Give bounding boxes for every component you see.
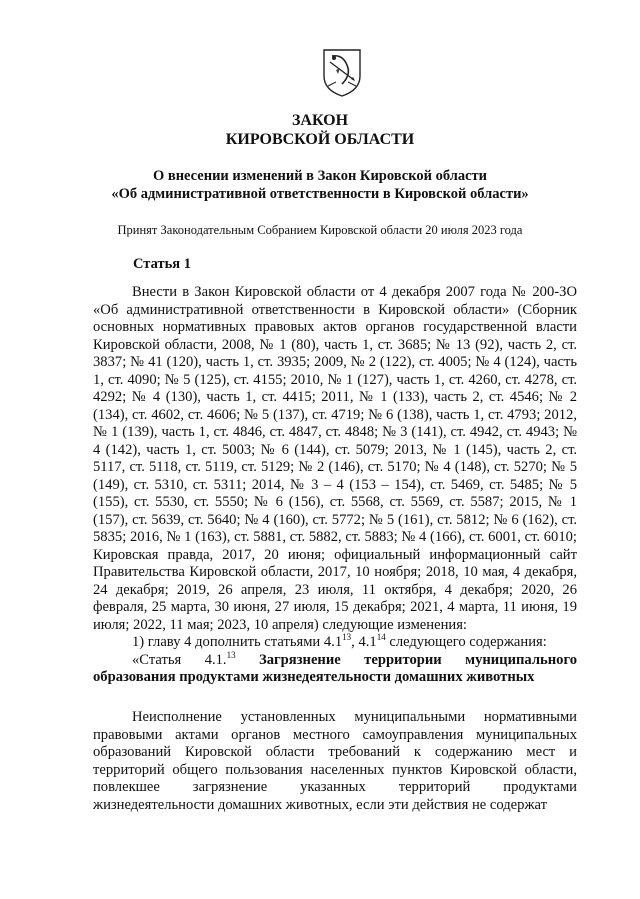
title-line-2: «Об административной ответственности в Кировской области»: [111, 186, 529, 202]
item1-text-end: следующего содержания:: [385, 634, 547, 650]
new-article-superscript: 13: [226, 649, 236, 660]
item1-superscript: 13: [342, 632, 352, 643]
adoption-note: Принят Законодательным Собранием Кировской области 20 июля 2023 года: [117, 223, 523, 237]
article-1-text: [93, 284, 577, 687]
document-region: КИРОВСКОЙ ОБЛАСТИ: [225, 131, 415, 148]
title-line-1: О внесении изменений в Закон Кировской области: [152, 168, 488, 184]
amendment-item-1: [93, 634, 577, 652]
article-1-intro: Внести в Закон Кировской области от 4 декабря 2007 года № 200-ЗО «Об административной ответственности в Кировской области» (Сборник основных нормативных правовых актов органов государственной власти Кировской области, 2008, № 1 (80), часть 1, ст. 3685; № 13 (92), часть 2, ст. 3837; № 41 (120), часть 1, ст. 3935; 2009, № 2 (122), ст. 4005; № 4 (124), часть 1, ст. 4090; № 5 (125), ст. 4155; 2010, № 1 (127), часть 1, ст. 4260, ст. 4278, ст. 4292; № 4 (130), часть 1, ст. 4415; 2011, № 1 (133), часть 2, ст. 4546; № 2 (134), ст. 4602, ст. 4606; № 5 (137), ст. 4719; № 6 (138), часть 1, ст. 4793; 2012, № 1 (139), часть 1, ст. 4846, ст. 4847, ст. 4848; № 3 (141), ст. 4942, ст. 4943; № 4 (142), часть 1, ст. 5003; № 6 (144), ст. 5079; 2013, № 1 (145), часть 2, ст. 5117, ст. 5118, ст. 5119, ст. 5129; № 2 (146), ст. 5170; № 4 (148), ст. 5270; № 5 (149), ст. 5310, ст. 5311; 2014, № 3 – 4 (153 – 154), ст. 5469, ст. 5485; № 5 (155), ст. 5530, ст. 5550; № 6 (156), ст. 5568, ст. 5569, ст. 5587; 2015, № 1 (157), ст. 5639, ст. 5640; № 4 (160), ст. 5772; № 5 (161), ст. 5812; № 6 (162), ст. 5835; 2016, № 1 (163), ст. 5881, ст. 5882, ст. 5883; № 4 (166), ст. 6001, ст. 6010; Кировская правда, 2017, 20 июня; официальный информационный сайт Правительства Кировской области, 2017, 10 ноября; 2018, 10 мая, 4 декабря, 24 декабря; 2019, 26 апреля, 23 июля, 11 октября, 4 декабря; 2020, 26 февраля, 25 марта, 30 июня, 27 июля, 15 декабря; 2021, 4 марта, 11 июня, 19 июля; 2022, 11 мая; 2023, 10 апреля) следующие изменения:: [93, 284, 577, 633]
document-type: ЗАКОН: [291, 112, 349, 129]
item1-superscript-2: 14: [376, 632, 386, 643]
new-article-body-text: Неисполнение установленных муниципальными нормативными правовыми актами органов местного самоуправления муниципальных образований Кировской области требований к содержанию мест и территорий общего пользования населенных пунктов Кировской области, повлекшее загрязнение указанных территорий продуктами жизнедеятельности домашних животных, если эти действия не содержат: [93, 709, 577, 813]
new-article-body: [93, 709, 577, 814]
coat-of-arms-icon: [318, 46, 366, 98]
item1-text-mid: , 4.1: [351, 634, 377, 650]
new-article-title: Загрязнение территории муниципального образования продуктами жизнедеятельности домашних животных: [93, 651, 578, 685]
item1-text: 1) главу 4 дополнить статьями 4.1: [132, 634, 343, 650]
article-heading: Статья 1: [133, 256, 191, 272]
new-article-heading: [93, 649, 578, 687]
new-article-label: «Статья 4.1.: [132, 651, 227, 668]
